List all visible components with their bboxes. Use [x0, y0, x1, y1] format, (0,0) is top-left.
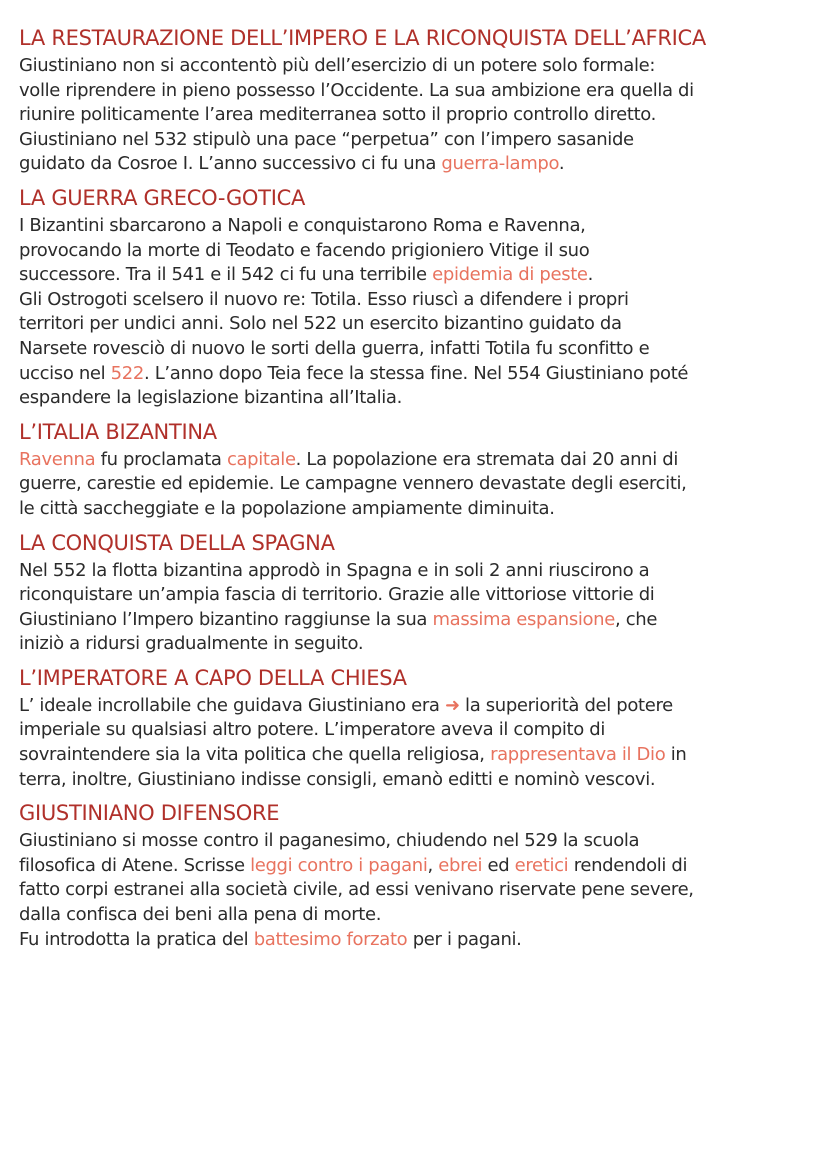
section — [19, 529, 814, 657]
document-page — [19, 24, 814, 959]
text-segment: . L’anno dopo Teia fece la stessa fine. Nel 554 Giustiniano poté — [143, 362, 689, 384]
text-line — [19, 152, 814, 177]
section — [19, 418, 814, 522]
text-segment: imperiale su qualsiasi altro potere. L’imperatore aveva il compito di — [19, 719, 605, 741]
section-paragraph — [19, 448, 814, 522]
text-line — [19, 103, 814, 128]
section-heading: L’ITALIA BIZANTINA — [19, 419, 217, 444]
text-line — [19, 854, 814, 879]
text-segment: iniziò a ridursi gradualmente in seguito. — [19, 633, 364, 655]
section-heading: LA RESTAURAZIONE DELL’IMPERO E LA RICONQUISTA DELL’AFRICA — [19, 26, 706, 50]
text-line — [19, 743, 814, 768]
text-line — [19, 903, 814, 928]
text-line — [19, 386, 814, 411]
section-paragraph — [19, 214, 814, 411]
arrow-right-icon: ➜ — [444, 694, 460, 716]
text-line — [19, 718, 814, 743]
text-segment: territori per undici anni. Solo nel 522 un esercito bizantino guidato da — [19, 313, 622, 335]
text-line — [19, 288, 814, 313]
section-heading: L’IMPERATORE A CAPO DELLA CHIESA — [19, 665, 407, 690]
text-segment: , che — [614, 608, 658, 630]
text-line — [19, 312, 814, 337]
text-line — [19, 239, 814, 264]
highlighted-term: leggi contro i pagani — [250, 854, 428, 876]
text-segment: Giustiniano si mosse contro il paganesimo, chiudendo nel 529 la scuola — [19, 830, 640, 852]
text-line — [19, 472, 814, 497]
text-segment: Giustiniano nel 532 stipulò una pace “perpetua” con l’impero sasanide — [19, 128, 634, 150]
text-segment: Nel 552 la flotta bizantina approdò in Spagna e in soli 2 anni riuscirono a — [19, 559, 650, 581]
highlighted-term: eretici — [514, 854, 569, 876]
text-line — [19, 608, 814, 633]
text-segment: Narsete rovesciò di nuovo le sorti della guerra, infatti Totila fu sconfitto e — [19, 337, 650, 359]
text-segment: rendendoli di — [568, 854, 688, 876]
text-line — [19, 79, 814, 104]
text-segment: successore. Tra il 541 e il 542 ci fu una terribile — [19, 264, 433, 286]
text-segment: Giustiniano non si accontentò più dell’esercizio di un potere solo formale: — [19, 55, 656, 76]
text-segment: fu proclamata — [95, 448, 227, 470]
section — [19, 664, 814, 792]
highlighted-term: battesimo forzato — [253, 928, 408, 950]
text-line — [19, 829, 814, 854]
section-heading: GIUSTINIANO DIFENSORE — [19, 801, 280, 826]
highlighted-term: ebrei — [438, 854, 483, 876]
text-segment: fatto corpi estranei alla società civile, ad essi venivano riservate pene severe, — [19, 879, 694, 901]
text-line — [19, 694, 814, 719]
section — [19, 24, 814, 177]
text-segment: ucciso nel — [19, 362, 111, 384]
text-segment: I Bizantini sbarcarono a Napoli e conquistarono Roma e Ravenna, — [19, 214, 586, 236]
text-line — [19, 878, 814, 903]
text-segment: riconquistare un’ampia fascia di territorio. Grazie alle vittoriose vittorie di — [19, 584, 655, 606]
text-segment: provocando la morte di Teodato e facendo prigioniero Vitige il suo — [19, 239, 590, 261]
section-heading: LA CONQUISTA DELLA SPAGNA — [19, 530, 335, 555]
text-segment: ed — [482, 854, 515, 876]
text-line — [19, 214, 814, 239]
highlighted-term: rappresentava il Dio — [490, 744, 666, 766]
text-line — [19, 448, 814, 473]
text-line — [19, 583, 814, 608]
section-paragraph — [19, 54, 814, 177]
text-segment: sovraintendere sia la vita politica che quella religiosa, — [19, 744, 491, 766]
text-line — [19, 559, 814, 584]
text-line — [19, 928, 814, 953]
text-line — [19, 128, 814, 153]
text-segment: riunire politicamente l’area mediterranea sotto il proprio controllo diretto. — [19, 104, 657, 126]
section — [19, 799, 814, 952]
highlighted-term: guerra-lampo — [441, 153, 559, 175]
text-line — [19, 632, 814, 657]
highlighted-term: capitale — [226, 448, 296, 470]
text-segment: . — [558, 153, 565, 175]
text-segment: espandere la legislazione bizantina all’Italia. — [19, 387, 402, 409]
text-segment: terra, inoltre, Giustiniano indisse consigli, emanò editti e nominò vescovi. — [19, 768, 656, 790]
text-segment: dalla confisca dei beni alla pena di morte. — [19, 904, 382, 926]
text-line — [19, 263, 814, 288]
text-line — [19, 768, 814, 793]
text-line — [19, 337, 814, 362]
text-segment: L’ ideale incrollabile che guidava Giustiniano era — [19, 694, 445, 716]
section-paragraph — [19, 829, 814, 952]
text-segment: volle riprendere in pieno possesso l’Occidente. La sua ambizione era quella di — [19, 79, 694, 101]
text-segment: Gli Ostrogoti scelsero il nuovo re: Totila. Esso riuscì a difendere i propri — [19, 288, 629, 310]
text-segment: Giustiniano l’Impero bizantino raggiunse la sua — [19, 608, 433, 630]
section — [19, 184, 814, 411]
text-line — [19, 54, 814, 79]
text-segment: , — [427, 854, 439, 876]
text-segment: guidato da Cosroe I. L’anno successivo ci fu una — [19, 153, 442, 175]
text-segment: filosofica di Atene. Scrisse — [19, 854, 251, 876]
section-paragraph — [19, 694, 814, 792]
highlighted-term: massima espansione — [432, 608, 615, 630]
text-line — [19, 362, 814, 387]
highlighted-term: Ravenna — [19, 448, 96, 470]
highlighted-term: 522 — [110, 362, 144, 384]
text-segment: . La popolazione era stremata dai 20 anni di — [295, 448, 678, 470]
text-segment: in — [665, 744, 687, 766]
text-line — [19, 497, 814, 522]
text-segment: le città saccheggiate e la popolazione ampiamente diminuita. — [19, 497, 555, 519]
text-segment: guerre, carestie ed epidemie. Le campagne vennero devastate degli eserciti, — [19, 473, 687, 495]
text-segment: per i pagani. — [407, 928, 522, 950]
text-segment: . — [587, 264, 594, 286]
section-paragraph — [19, 559, 814, 657]
section-heading: LA GUERRA GRECO-GOTICA — [19, 185, 306, 210]
text-segment: Fu introdotta la pratica del — [19, 928, 254, 950]
highlighted-term: epidemia di peste — [432, 264, 588, 286]
text-segment: la superiorità del potere — [459, 694, 673, 716]
